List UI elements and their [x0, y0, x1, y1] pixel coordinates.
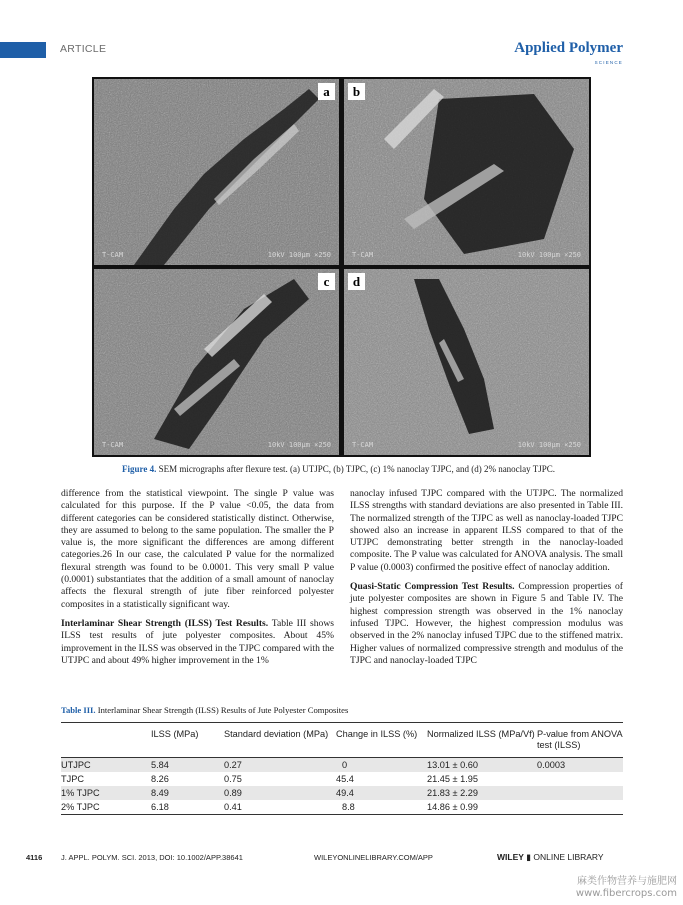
table-caption-label: Table III. [61, 705, 96, 715]
left-paragraph-1: difference from the statistical viewpoint. The single P value was calculated for this purpose. If the P value <0.05, the data from different categories can be considered statistically distinct. Otherwise, they are assumed to belong to the same population. The smaller the P value is, the more significant the differences are among different categories.26 In our case, the calculated P value for the normalized flexural strength was found to be 0.0001. This very small P value (0.0001) substantiates that the addition of a small amount of nanoclay affects the flexural strength of jute fiber reinforced polyester composites in a statistically significant way. [61, 488, 334, 610]
watermark-line-1: 麻类作物营养与施肥网 [577, 876, 677, 887]
sem-panel-b [344, 79, 589, 265]
table-header-row [61, 723, 623, 758]
sem-image-c [94, 269, 339, 455]
panel-label-c: c [318, 273, 335, 290]
site-watermark [576, 876, 677, 900]
table-row: 1% TJPC 8.49 0.89 49.4 21.83 ± 2.29 [61, 786, 623, 800]
wiley-logo: WILEY ▮ ONLINE LIBRARY [497, 852, 604, 862]
book-icon: ▮ [526, 852, 531, 862]
sem-figure [92, 77, 591, 457]
table-header-cell: ILSS (MPa) [151, 723, 224, 758]
table-header-cell: Change in ILSS (%) [336, 723, 427, 758]
sem-image-a [94, 79, 339, 265]
table-row: 2% TJPC 6.18 0.41 8.8 14.86 ± 0.99 [61, 800, 623, 815]
left-paragraph-2: Interlaminar Shear Strength (ILSS) Test Results. Table III shows ILSS test results of jute polyester composites. About 45% improvement in the ILSS was observed in the TJPC compared with the UTJPC and about 49% higher improvement in the 1% [61, 617, 335, 666]
figure-caption-label: Figure 4. [122, 464, 157, 474]
scale-info-d: T-CAM 10kV 100µm ×250 [352, 441, 581, 449]
figure-caption [122, 464, 555, 474]
left-column [61, 488, 334, 674]
compression-section-heading: Quasi-Static Compression Test Results. [350, 581, 515, 593]
table-row: UTJPC 5.84 0.27 0 13.01 ± 0.60 0.0003 [61, 758, 623, 773]
ilss-section-heading: Interlaminar Shear Strength (ILSS) Test Results. [61, 617, 269, 629]
watermark-line-2: www.fibercrops.com [575, 888, 677, 899]
panel-label-a: a [318, 83, 335, 100]
journal-site-link[interactable]: WILEYONLINELIBRARY.COM/APP [314, 853, 433, 862]
page-number: 4116 [26, 853, 43, 862]
ilss-table [61, 722, 623, 815]
header-color-bar [0, 42, 46, 58]
table-header-cell: Normalized ILSS (MPa/Vf) [427, 723, 537, 758]
citation: J. APPL. POLYM. SCI. 2013, DOI: 10.1002/APP.38641 [61, 853, 243, 862]
table-caption-text: Interlaminar Shear Strength (ILSS) Results of Jute Polyester Composites [95, 705, 349, 715]
scale-info-b: T-CAM 10kV 100µm ×250 [352, 251, 581, 259]
scale-info-a: T-CAM 10kV 100µm ×250 [102, 251, 331, 259]
figure-caption-text: SEM micrographs after flexure test. (a) UTJPC, (b) TJPC, (c) 1% nanoclay TJPC, and (d) 2% nanoclay TJPC. [156, 464, 556, 474]
table-header-cell: Standard deviation (MPa) [224, 723, 336, 758]
right-paragraph-2: Quasi-Static Compression Test Results. Compression properties of jute polyester composites are shown in Figure 5 and Table IV. The highest compression strength was observed in the 1% nanoclay infused TJPC. However, the highest compression modulus was observed in the 2% nanoclay infused TJPC due to the stiffened matrix. Higher values of normalized compressive strength and modulus of the TJPC and nanoclay-loaded TJPC [350, 581, 623, 666]
journal-title: Applied Polymer [514, 40, 623, 56]
table-header-cell: P-value from ANOVA test (ILSS) [537, 723, 623, 758]
sem-panel-d [344, 269, 589, 455]
journal-logo [514, 41, 623, 70]
sem-image-b [344, 79, 589, 265]
journal-subtitle: SCIENCE [594, 60, 623, 65]
right-column [350, 488, 623, 674]
table-row: TJPC 8.26 0.75 45.4 21.45 ± 1.95 [61, 773, 479, 784]
table-header-cell [61, 723, 151, 758]
right-paragraph-1: nanoclay infused TJPC compared with the UTJPC. The normalized ILSS strengths with standard deviations are also presented in Table III. The normalized strength of the TJPC as well as nanoclay-loaded TJPC showed also an increase in apparent ILSS compared to that of the UTJPC demonstrating better strength in the nanoclay-loaded composite. The P value was calculated for ANOVA analysis. The small P value (0.0003) confirmed the positive effect of nanoclay addition. [350, 488, 623, 573]
section-label: ARTICLE [60, 43, 107, 55]
sem-image-d [344, 269, 589, 455]
scale-info-c: T-CAM 10kV 100µm ×250 [102, 441, 331, 449]
panel-label-d: d [348, 273, 365, 290]
publisher-name: WILEY [497, 852, 524, 862]
table-caption [61, 705, 348, 715]
sem-panel-a [94, 79, 339, 265]
sem-panel-c [94, 269, 339, 455]
panel-label-b: b [348, 83, 365, 100]
